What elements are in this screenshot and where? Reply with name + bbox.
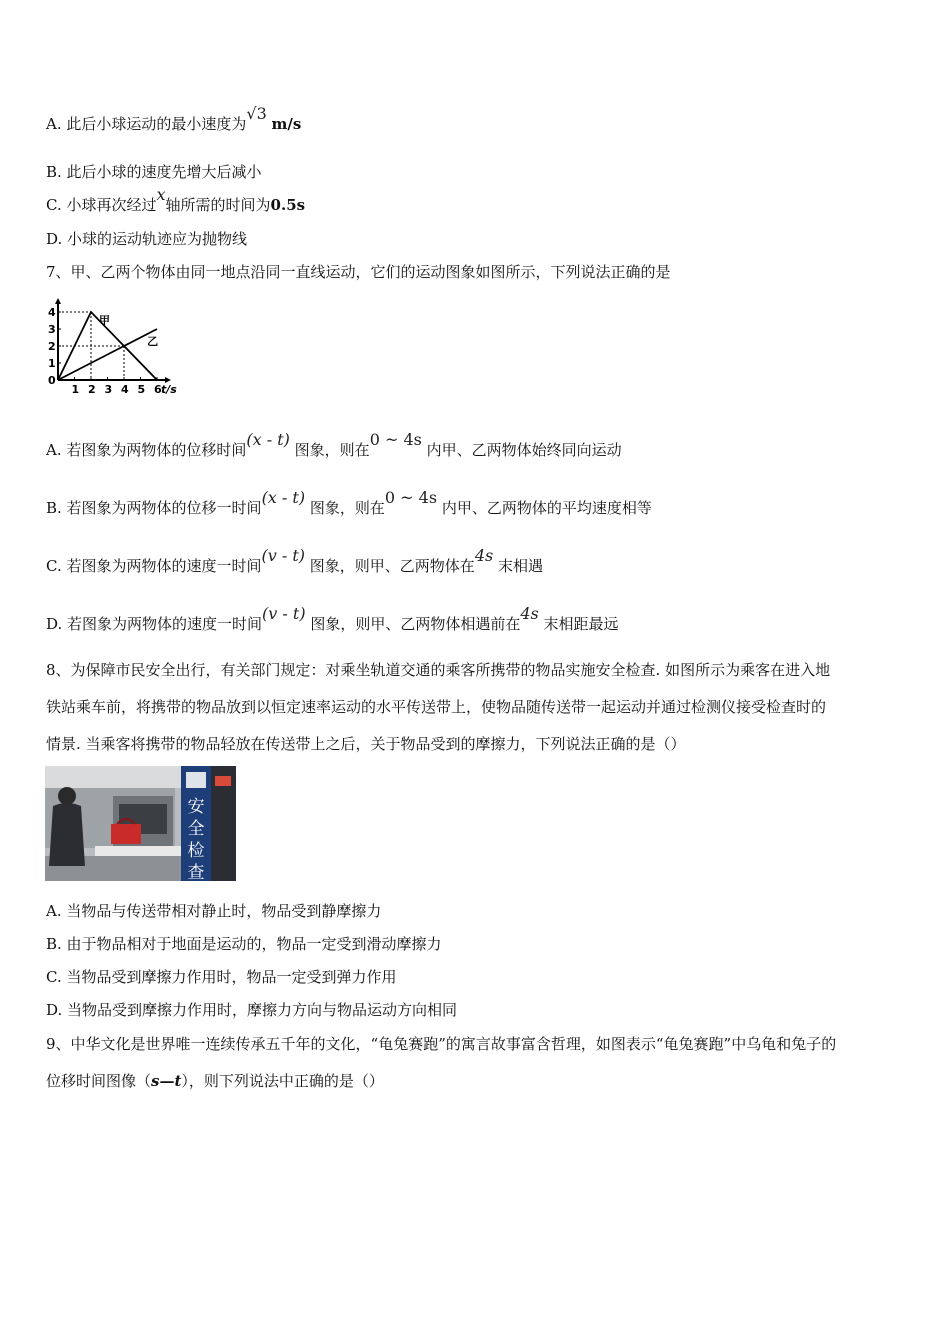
q7-option-b <box>46 488 652 518</box>
q9-line2-post: ），则下列说法中正确的是（） <box>181 1072 384 1090</box>
math-s-t: s—t <box>151 1072 182 1090</box>
sqrt-three: √3 <box>246 104 267 123</box>
x-tick-label: 1 <box>71 383 80 394</box>
sign-char-1: 安 <box>187 797 205 817</box>
q7-option-d-pre: D. 若图象为两物体的速度一时间 <box>46 615 263 633</box>
range-0-4s: 0 ~ 4s <box>384 488 438 507</box>
q7-option-a-post: 内甲、乙两物体始终同向运动 <box>426 441 622 459</box>
q6-option-a <box>46 104 302 134</box>
q8-stem <box>46 652 908 763</box>
q6-option-c-post: 轴所需的时间为 <box>165 196 271 214</box>
q7-option-c <box>46 546 543 576</box>
math-x: x <box>156 185 166 204</box>
q8-stem-line-1: 8、为保障市民安全出行，有关部门规定：对乘坐轨道交通的乘客所携带的物品实施安全检查. 如图所示为乘客在进入地 <box>46 661 831 679</box>
x-tick-label: 3 <box>104 383 113 394</box>
q8-option-c: C. 当物品受到摩擦力作用时，物品一定受到弹力作用 <box>46 968 397 986</box>
x-tick-label: 4 <box>121 383 129 394</box>
y-tick-label: 3 <box>48 323 56 336</box>
q8-option-d: D. 当物品受到摩擦力作用时，摩擦力方向与物品运动方向相同 <box>46 1001 458 1019</box>
q7-option-a-pre: A. 若图象为两物体的位移时间 <box>46 441 247 459</box>
value-time: 0.5s <box>270 196 306 214</box>
q8-stem-line-3: 情景. 当乘客将携带的物品轻放在传送带上之后，关于物品受到的摩擦力，下列说法正确的是（） <box>46 735 686 753</box>
q7-option-b-pre: B. 若图象为两物体的位移一时间 <box>46 499 262 517</box>
security-check-photo <box>45 766 236 881</box>
x-tick-label: 5 <box>137 383 146 394</box>
q7-option-c-mid: 图象，则甲、乙两物体在 <box>309 557 475 575</box>
series-line-2 <box>58 329 157 380</box>
q7-option-c-pre: C. 若图象为两物体的速度一时间 <box>46 557 262 575</box>
paren-vt: (v - t) <box>262 604 306 623</box>
sign-char-4: 查 <box>187 863 205 881</box>
q6-option-a-text: A. 此后小球运动的最小速度为 <box>46 115 247 133</box>
q6-option-d: D. 小球的运动轨迹应为抛物线 <box>46 230 248 248</box>
x-tick-label: 6 <box>154 383 162 394</box>
x-tick-label: 2 <box>88 383 96 394</box>
series-label-yi: 乙 <box>147 334 159 348</box>
q9-stem <box>46 1026 908 1100</box>
q7-option-c-post: 末相遇 <box>497 557 543 575</box>
paren-vt: (v - t) <box>261 546 306 565</box>
sign-char-3: 检 <box>187 841 205 861</box>
q7-option-d-mid: 图象，则甲、乙两物体相遇前在 <box>310 615 521 633</box>
q6-option-b: B. 此后小球的速度先增大后减小 <box>46 163 262 181</box>
q7-stem: 7、甲、乙两个物体由同一地点沿同一直线运动，它们的运动图象如图所示，下列说法正确的是 <box>46 263 671 281</box>
q7-option-a-mid: 图象，则在 <box>294 441 370 459</box>
y-tick-label: 4 <box>48 306 56 319</box>
q7-motion-graph <box>44 296 184 394</box>
origin-label: 0 <box>48 374 56 387</box>
q8-option-b: B. 由于物品相对于地面是运动的，物品一定受到滑动摩擦力 <box>46 935 442 953</box>
q6-option-c-pre: C. 小球再次经过 <box>46 196 157 214</box>
series-label-jia: 甲 <box>99 314 110 327</box>
sign-char-2: 全 <box>187 819 205 839</box>
q9-stem-line-1: 9、中华文化是世界唯一连续传承五千年的文化，“龟兔赛跑”的寓言故事富含哲理，如图表示“龟兔赛跑”中乌龟和兔子的 <box>46 1035 837 1053</box>
y-tick-label: 2 <box>48 340 56 353</box>
q7-option-b-post: 内甲、乙两物体的平均速度相等 <box>441 499 652 517</box>
y-axis-arrow <box>55 298 61 304</box>
q8-stem-line-2: 铁站乘车前，将携带的物品放到以恒定速率运动的水平传送带上，使物品随传送带一起运动并通过检测仪接受检查时的 <box>46 698 827 716</box>
y-tick-label: 1 <box>48 357 56 370</box>
paren-xt: (x - t) <box>246 430 290 449</box>
q7-option-b-mid: 图象，则在 <box>309 499 385 517</box>
q6-option-c <box>46 185 306 215</box>
q7-option-a <box>46 430 622 460</box>
time-4s: 4s <box>520 604 539 623</box>
q7-option-d-post: 末相距最远 <box>543 615 619 633</box>
q8-option-a: A. 当物品与传送带相对静止时，物品受到静摩擦力 <box>46 902 382 920</box>
unit-ms: m/s <box>271 115 302 133</box>
paren-xt: (x - t) <box>261 488 306 507</box>
range-0-4s: 0 ~ 4s <box>369 430 422 449</box>
q7-option-d <box>46 604 619 634</box>
q9-line2-pre: 位移时间图像（ <box>46 1072 152 1090</box>
time-4s: 4s <box>474 546 494 565</box>
x-axis-unit: t/s <box>161 383 177 394</box>
q9-stem-line-2 <box>46 1063 908 1100</box>
